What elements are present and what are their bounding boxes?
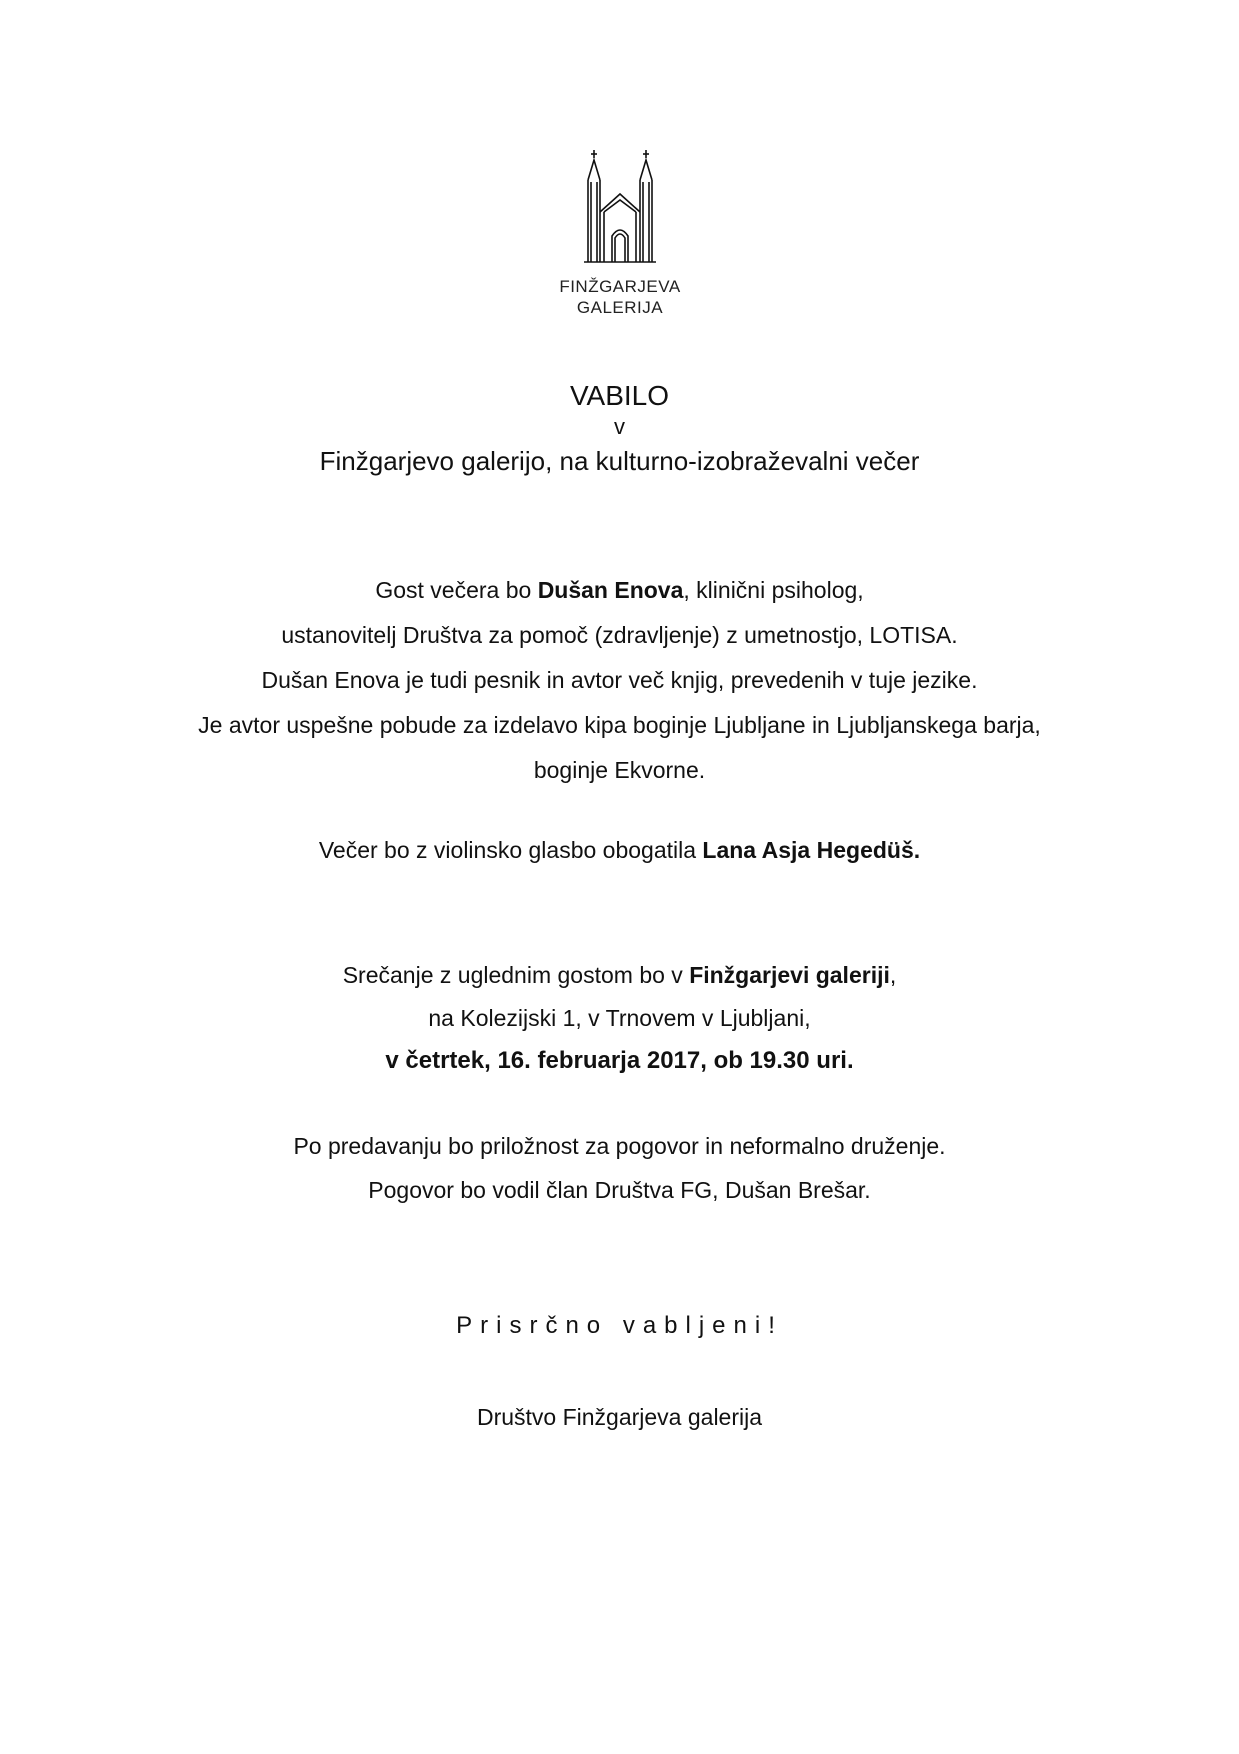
- venue-name: Finžgarjevi galeriji: [689, 962, 890, 988]
- music-line-text: Večer bo z violinsko glasbo obogatila: [318, 837, 703, 863]
- after-line-2: Pogovor bo vodil član Društva FG, Dušan Brešar.: [368, 1177, 871, 1203]
- guest-line-3: Dušan Enova je tudi pesnik in avtor več knjig, prevedenih v tuje jezike.: [261, 667, 978, 693]
- invitation-v: v: [614, 414, 625, 439]
- after-line-1: Po predavanju bo priložnost za pogovor in neformalno druženje.: [293, 1133, 946, 1159]
- guest-line-4: Je avtor uspešne pobude za izdelavo kipa boginje Ljubljane in Ljubljanskega barja,: [198, 712, 1041, 738]
- closing-greeting: Prisrčno vabljeni!: [456, 1312, 783, 1339]
- guest-line-2: ustanovitelj Društva za pomoč (zdravljenje) z umetnostjo, LOTISA.: [281, 622, 958, 648]
- guest-line-1: [0, 568, 1239, 612]
- music-line: [0, 828, 1239, 872]
- meeting-line-2: na Kolezijski 1, v Trnovem v Ljubljani,: [428, 1005, 811, 1031]
- meeting-line-1-suffix: ,: [889, 962, 897, 988]
- guest-name: Dušan Enova: [537, 577, 684, 603]
- meeting-line-1-text: Srečanje z uglednim gostom bo v: [342, 962, 690, 988]
- meeting-line-1: [0, 953, 1239, 997]
- guest-line-1-text: Gost večera bo: [375, 577, 538, 603]
- invitation-subtitle: Finžgarjevo galerijo, na kulturno-izobraževalni večer: [319, 446, 920, 476]
- guest-line-5: boginje Ekvorne.: [533, 757, 706, 783]
- invitation-title: VABILO: [569, 380, 670, 411]
- logo-text-line1: FINŽGARJEVA: [559, 277, 681, 296]
- musician-name: Lana Asja Hegedüš.: [702, 837, 921, 863]
- signature: Društvo Finžgarjeva galerija: [476, 1404, 763, 1430]
- event-date-time: v četrtek, 16. februarja 2017, ob 19.30 uri.: [385, 1047, 854, 1074]
- logo-text-line2: GALERIJA: [576, 298, 664, 317]
- guest-line-1-suffix: , klinični psiholog,: [683, 577, 864, 603]
- church-towers-icon: [580, 150, 660, 280]
